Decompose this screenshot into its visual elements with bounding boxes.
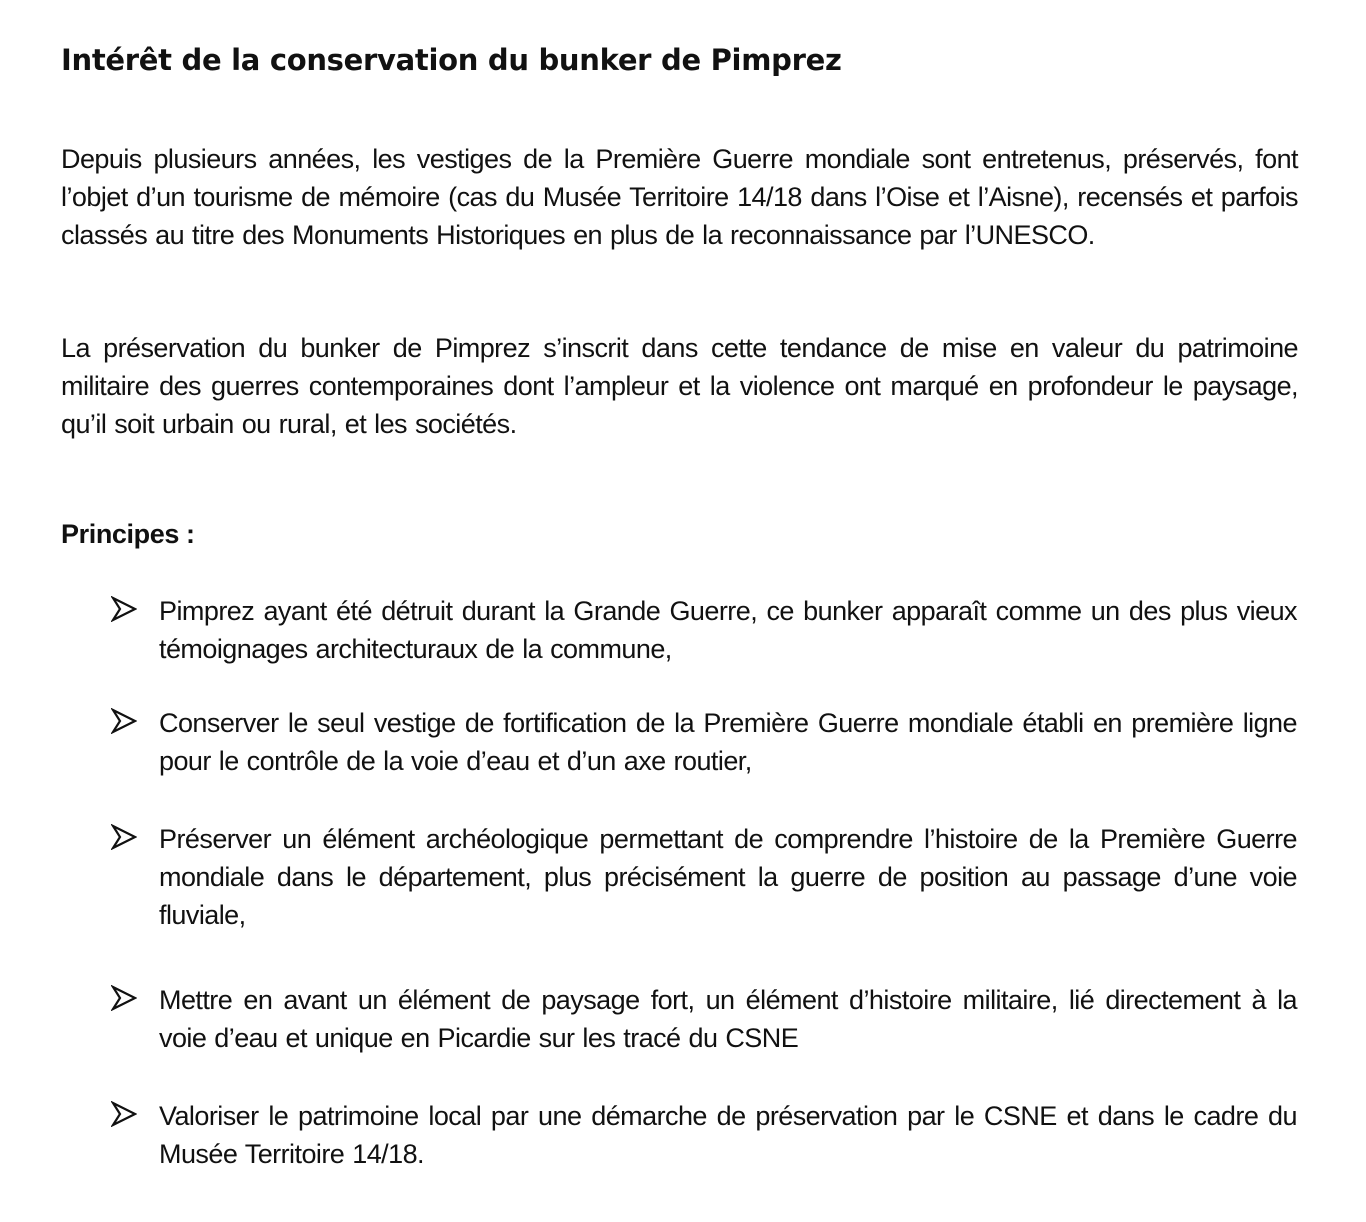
list-item-text: Valoriser le patrimoine local par une démarche de préservation par le CSNE et dans le cadre du Musée Territoire 14/18.	[159, 1101, 1297, 1169]
preservation-paragraph: La préservation du bunker de Pimprez s’inscrit dans cette tendance de mise en valeur du patrimoine militaire des guerres contemporaines dont l’ampleur et la violence ont marqué en profondeur le paysage, qu’il soit urbain ou rural, et les sociétés.	[61, 333, 1298, 439]
arrowhead-bullet-icon	[111, 708, 137, 734]
list-item-text: Conserver le seul vestige de fortification de la Première Guerre mondiale établi en première ligne pour le contrôle de la voie d’eau et d’un axe routier,	[159, 708, 1297, 776]
principes-heading: Principes :	[61, 519, 195, 549]
document-title: Intérêt de la conservation du bunker de Pimprez	[61, 43, 842, 77]
arrowhead-bullet-icon	[111, 596, 137, 622]
list-item-text: Pimprez ayant été détruit durant la Grande Guerre, ce bunker apparaît comme un des plus vieux témoignages architecturaux de la commune,	[159, 596, 1297, 664]
intro-paragraph: Depuis plusieurs années, les vestiges de la Première Guerre mondiale sont entretenus, préservés, font l’objet d’un tourisme de mémoire (cas du Musée Territoire 14/18 dans l’Oise et l’Aisne), recensés et parfois classés au titre des Monuments Historiques en plus de la reconnaissance par l’UNESCO.	[61, 144, 1298, 250]
arrowhead-bullet-icon	[111, 985, 137, 1011]
arrowhead-bullet-icon	[111, 824, 137, 850]
list-item-text: Mettre en avant un élément de paysage fort, un élément d’histoire militaire, lié directement à la voie d’eau et unique en Picardie sur les tracé du CSNE	[159, 985, 1297, 1053]
list-item-text: Préserver un élément archéologique permettant de comprendre l’histoire de la Première Guerre mondiale dans le département, plus précisément la guerre de position au passage d’une voie fluviale,	[159, 824, 1297, 930]
arrowhead-bullet-icon	[111, 1101, 137, 1127]
